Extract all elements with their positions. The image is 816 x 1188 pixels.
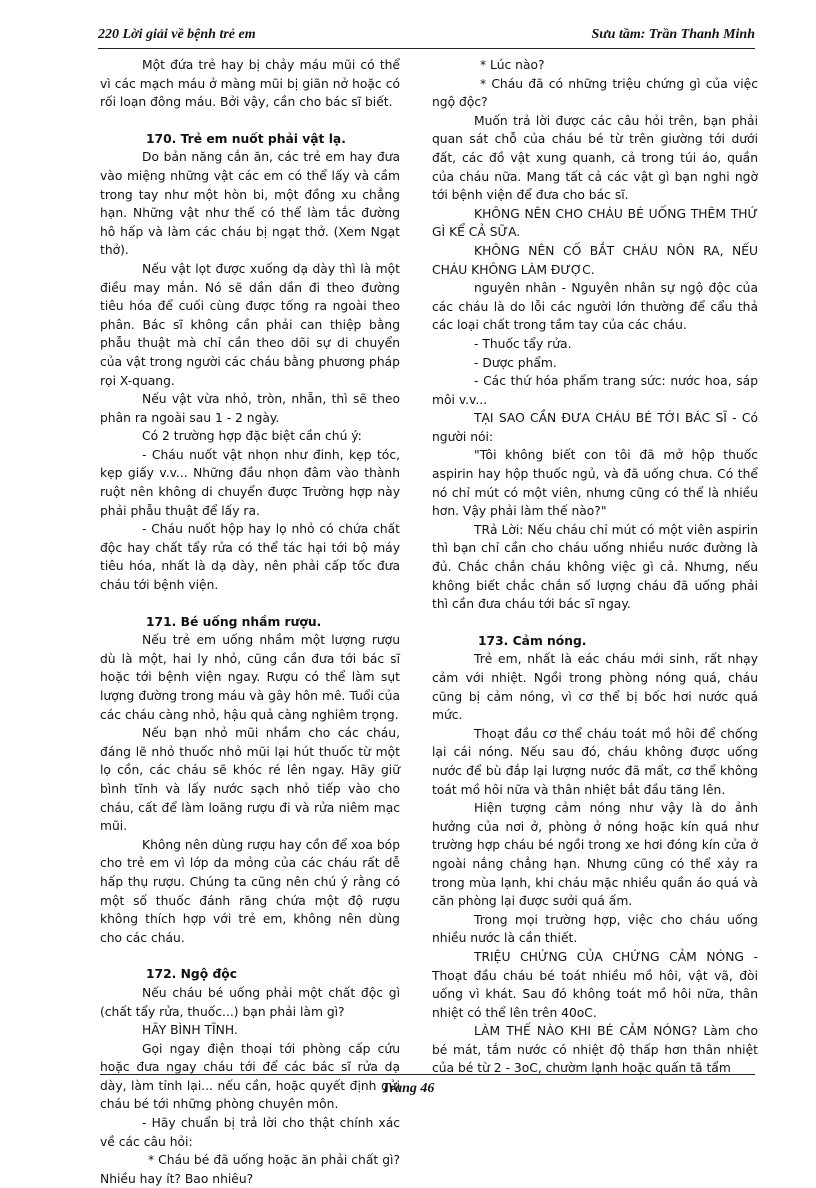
paragraph: TẠI SAO CẦN ĐƯA CHÁU BÉ TỚI BÁC SĨ - Có người nói: xyxy=(432,411,758,444)
paragraph: TRIỆU CHỨNG CỦA CHỨNG CẢM NÓNG - Thoạt đầu cháu bé toát nhiều mồ hôi, vật vã, đòi uống vì khát. Sau đó không toát mồ hôi nữa, thân nhiệt có thể lên trên 40oC. xyxy=(432,949,758,1020)
page-number: Trang 46 xyxy=(381,1081,435,1096)
paragraph: Nếu bạn nhỏ mũi nhầm cho các cháu, đáng lẽ nhỏ thuốc nhỏ mũi lại hút thuốc từ một lọ cồn, các cháu sẽ khóc ré lên ngay. Hãy giữ bình tĩnh và lấy nước sạch nhỏ tiếp vào cho cháu, cất để làm loãng rượu đi và rửa niêm mạc mũi. xyxy=(100,726,400,834)
paragraph: KHÔNG NÊN CỐ BẮT CHÁU NÔN RA, NẾU CHÁU KHÔNG LÀM ĐƯỢC. xyxy=(432,243,758,277)
section-heading-171: 171. Bé uống nhầm rượu. xyxy=(146,614,322,629)
paragraph: Muốn trả lời được các câu hỏi trên, bạn phải quan sát chỗ của cháu bé từ trên giường tới dưới đất, các đồ vật xung quanh, cả trong túi áo, quần của cháu nữa. Mang tất cả các vật gì bạn nghi ngờ tới bệnh viện để đưa cho bác sĩ. xyxy=(432,113,758,203)
paragraph: Nếu vật lọt được xuống dạ dày thì là một điều may mắn. Nó sẽ dần dần đi theo đường tiêu hóa để cuối cùng được tống ra ngoài theo phân. Bác sĩ không cần phải can thiệp bằng phẫu thuật mà chỉ cần theo dõi sự di chuyển của vật trong người các cháu bằng phương pháp rọi X-quang. xyxy=(100,261,400,388)
author-credit: Sưu tầm: Trần Thanh Minh xyxy=(591,27,755,42)
paragraph: - Cháu nuốt hộp hay lọ nhỏ có chứa chất độc hay chất tẩy rửa có thể tác hại tới bộ máy tiêu hóa, nhất là dạ dày, nên phải cấp tốc đưa cháu tới bệnh viện. xyxy=(100,522,400,593)
paragraph: Nếu cháu bé uống phải một chất độc gì (chất tẩy rửa, thuốc...) bạn phải làm gì? xyxy=(100,985,400,1019)
paragraph: Hiện tượng cảm nóng như vậy là do ảnh hưởng của nơi ở, phòng ở nóng hoặc kín quá như trường hợp cháu bé ngồi trong xe hơi đóng kín cửa ở ngoài nắng chẳng hạn. Nhưng cũng có thể xảy ra trong mùa lạnh, khi cháu mặc nhiều quần áo quá và căn phòng lại được sưởi quá ấm. xyxy=(432,801,758,909)
question-item: * Cháu đã có những triệu chứng gì của việc ngộ độc? xyxy=(432,76,758,110)
paragraph: - Các thứ hóa phẩm trang sức: nước hoa, sáp môi v.v... xyxy=(432,374,758,407)
question-item: * Lúc nào? xyxy=(480,58,545,72)
paragraph: Nếu trẻ em uống nhầm một lượng rượu dù là một, hai ly nhỏ, cũng cần đưa tới bác sĩ hoặc tới bệnh viện ngay. Rượu có thể làm sụt lượng đường trong máu và gây hôn mê. Tuổi của các cháu càng nhỏ, hậu quả càng nghiêm trọng. xyxy=(100,633,400,722)
paragraph: KHÔNG NÊN CHO CHÁU BÉ UỐNG THÊM THỨ GÌ KỂ CẢ SỮA. xyxy=(432,206,758,240)
paragraph: Trong mọi trường hợp, việc cho cháu uống nhiều nước là cần thiết. xyxy=(432,912,758,946)
right-column xyxy=(432,56,758,1078)
paragraph: - Hãy chuẩn bị trả lời cho thật chính xác về các câu hỏi: xyxy=(100,1116,400,1149)
paragraph: nguyên nhân - Nguyên nhân sự ngộ độc của các cháu là do lỗi các người lớn thường để cẩu thả các loại chất trong tầm tay của các cháu. xyxy=(432,281,758,333)
paragraph: - Dược phẩm. xyxy=(474,355,557,370)
paragraph: Có 2 trường hợp đặc biệt cần chú ý: xyxy=(142,429,362,444)
paragraph: - Cháu nuốt vật nhọn như đinh, kẹp tóc, kẹp giấy v.v... Những đầu nhọn đâm vào thành ruột nên không di chuyển được Trường hợp này phải phẫu thuật để lấy ra. xyxy=(100,447,400,518)
section-heading-172: 172. Ngộ độc xyxy=(146,967,237,982)
left-column xyxy=(100,56,400,1188)
question-item: * Cháu bé đã uống hoặc ăn phải chất gì? Nhiều hay ít? Bao nhiêu? xyxy=(100,1153,400,1186)
section-heading-170: 170. Trẻ em nuốt phải vật lạ. xyxy=(146,131,346,146)
paragraph: Trẻ em, nhất là eác cháu mới sinh, rất nhạy cảm với nhiệt. Ngồi trong phòng nóng quá, cháu cũng bị cảm nóng, vì cơ thể bị bốc hơi nước quá mức. xyxy=(432,652,758,723)
footer-divider xyxy=(100,1074,755,1075)
book-title: 220 Lời giải về bệnh trẻ em xyxy=(98,27,256,42)
paragraph: HÃY BÌNH TĨNH. xyxy=(142,1023,238,1038)
paragraph: Một đứa trẻ hay bị chảy máu mũi có thể vì các mạch máu ở màng mũi bị giãn nở hoặc có rối loạn đông máu. Bởi vậy, cần cho bác sĩ biết. xyxy=(100,58,400,110)
paragraph: - Thuốc tẩy rửa. xyxy=(474,336,572,351)
paragraph: Do bản năng cắn ăn, các trẻ em hay đưa vào miệng những vật các em có thể lấy và cầm trong tay như một hòn bi, một đồng xu chẳng hạn. Những vật như thế có thể làm tắc đường hô hấp và làm các cháu bị ngạt thở. (Xem Ngạt thở). xyxy=(100,150,400,258)
paragraph: Gọi ngay điện thoại tới phòng cấp cứu hoặc đưa ngay cháu tới để các bác sĩ rửa dạ dày, làm tỉnh lại... nếu cần, hoặc quyết định gửi cháu bé tới những phòng chuyên môn. xyxy=(100,1041,400,1112)
page-header xyxy=(98,26,755,49)
paragraph: LÀM THẾ NÀO KHI BÉ CẢM NÓNG? Làm cho bé mát, tắm nước có nhiệt độ thấp hơn thân nhiệt của bé từ 2 - 3oC, chườm lạnh hoặc quấn tã tẩm xyxy=(432,1024,758,1076)
paragraph: Không nên dùng rượu hay cồn để xoa bóp cho trẻ em vì lớp da mỏng của các cháu rất dễ hấp thụ rượu. Chúng ta cũng nên chú ý rằng có một số thuốc đánh răng chứa một độ rượu không thích hợp với trẻ em, không nên dùng cho các cháu. xyxy=(100,837,400,945)
paragraph: Thoạt đầu cơ thể cháu toát mồ hôi để chống lại cái nóng. Nếu sau đó, cháu không được uống nước để bù đắp lại lượng nước đã mất, cơ thể không toát mồ hôi nữa và thân nhiệt bắt đầu tăng lên. xyxy=(432,726,758,797)
section-heading-173: 173. Cảm nóng. xyxy=(478,633,587,648)
paragraph: Nếu vật vừa nhỏ, tròn, nhẵn, thì sẽ theo phân ra ngoài sau 1 - 2 ngày. xyxy=(100,392,400,425)
paragraph: TRả Lời: Nếu cháu chỉ mút có một viên aspirin thì bạn chỉ cần cho cháu uống nhiều nước đường là đủ. Chắc chắn cháu không việc gì cả. Nhưng, nếu không biết chắc chắn số lượng cháu đã uống phải thì cần đưa cháu tới bác sĩ ngay. xyxy=(432,522,758,612)
quote-paragraph: "Tôi không biết con tôi đã mở hộp thuốc aspirin hay hộp thuốc ngủ, và đã uống chưa. Có thể nó chỉ mút có một viên, nhưng cũng có thể là nhiều hơn. Vậy phải làm thế nào?" xyxy=(432,448,758,519)
